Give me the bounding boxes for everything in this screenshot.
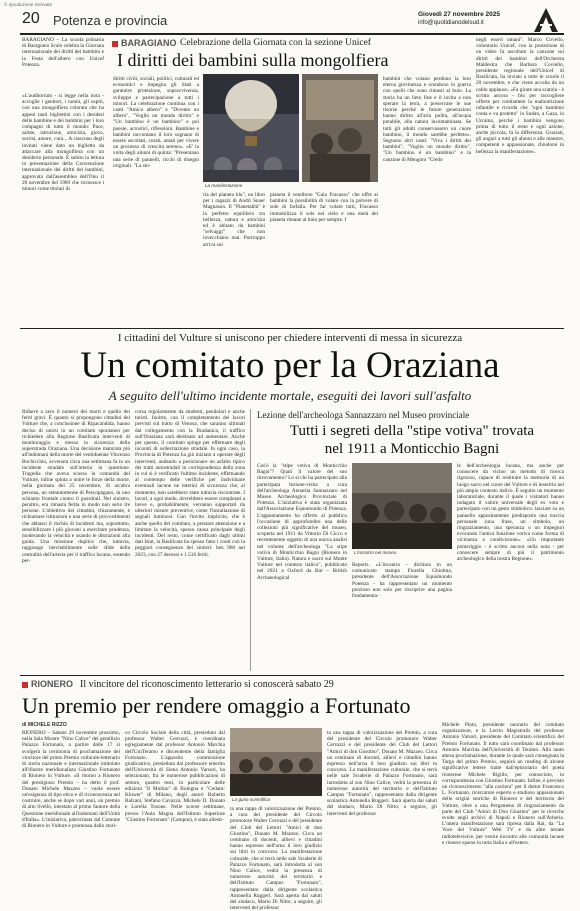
story3-col2: Reports. «L'incontro - dichiara in un comunicato stampa Fiorella Ghiolma, presidente dell'Associazione Equomondo Potenza - ha rappresentato un momento prezioso non solo per riscoprire una pagina fondamenta- <box>352 562 452 600</box>
story3-col3: le dell'archeologia lucana, ma anche per conoscere da vicino un metodo di ricerca rigoroso, capace di restituire la memoria di un luogo sacro nel cuore del Vulture e di inserirlo nel più ampio contesto italico. È seguito un momento laboratoriale, durante il quale i visitatori hanno indagato il valore universale degli ex voto e partecipato con un gesto simbolico: lasciare su un pannello appositamente predisposto una traccia personale (una frase, un simbolo, un ringraziamento, una speranza o un impegno) evocando l'antica funzione votiva come forma di vicinanza e condivisione». «Un importante pomeriggio - è scritto ancora nella nota - per conoscere sempre di più il patrimonio archeologico della nostra Regione». <box>457 463 564 563</box>
story3-headline: Tutti i segreti della "stipe votiva" trovata nel 1911 a Monticchio Bagni <box>289 423 535 457</box>
story1-subhead: Celebrazione della Giornata con la sezione Unicef <box>180 38 371 48</box>
story4-kicker-marker <box>22 682 28 688</box>
header-date: Giovedì 27 novembre 2025 <box>418 11 501 18</box>
story1-kicker-marker <box>112 41 118 47</box>
story1-col2: diritti civili, sociali, politici, culturali ed economici e impegna gli Stati a garantire protezione, sopravvivenza, sviluppo e partecipazione a tutti i minori. La celebrazione continua con i canti "Amico albero" e "Divento un albero", "Voglio un mondo diritto" e "Un bambino è un bambino" e poi poesie, acrostici, riflessioni. Bambine e bambini raccontano il loro sognano di essere ascoltati, curati, amati per vivere un processo di crescita sereno». «E' la volta degli alunni di quinta: "Presentano una serie di pannelli, ricchi di disegni originali. "La sto- <box>113 76 199 169</box>
story3-photo-caption: L'incontro nel museo <box>354 550 397 555</box>
section-title: Potenza e provincia <box>53 13 168 28</box>
story4-col2: co Circolo Sociale della città, presieduto dal professor Walter Cerruzzi, è coordinata egregiamente dal professor Antonio Marchia dell'UniTeramo e discendente della famiglia Fortunato. L'apposita commissione giudicatrice, presieduta dal professore emerito dell'Università di Siena Antonio Varsori, ha selezionato, fra le numerose pubblicazioni di settore, quattro testi, in particolare delle edizioni "Il Mulino" di Bologna e "Cedam-Kluwer" di Milano, degli autori Roberto Balzani, Stefano Cavazza, Michele D. Donato e Lorella Tosone. Nelle scorse settimane, presso l'Aula Magna dell'Istituto Superiore "Giustino Fortunato" (Campus), è stata allesti- <box>125 730 225 823</box>
page-number: 20 <box>22 10 40 27</box>
story2-col1: Ridurre a zero il numero dei morti e quello dei feriti gravi. È quanto si propongono cittadini del Vulture che, a conclusione di Ripacandida, hanno deciso di unirsi in un comitato spontaneo per richiedere alla Regione Basilicata interventi di monitoraggio e messa in sicurezza della superstrada Oraziana. Una decisione maturata più all'indomani della morte del ventiduenne Vincenzo Bochicchio, avvenuta circa una settimana fa in un incidente stradale sull'arteria in questione. Tragedia che aveva scosso la comunità del Vulture, infine spinta a unire le forze della morte, nella giornata del 25 novembre, di un'altra persona, un settantottenne di Pescopagano, in uno schianto frontale contro il guardrail. Nel sinistro, peraltro, era rimasta ferita in modo non serio tre persone. L'obiettivo dei cittadini, chiaramente, è richiamare istituzioni e una serie di provvedimenti che abbassi il rischio di incidenti ma, soprattutto, sensibilizzare i più giovani a esercitare prudenza, moderando la velocità e usando le distrazioni alla guida. Una missione duplice che, tuttavia, raggiunge inevitabilmente sulle sfide della centralità dell'arteria per il traffico lucano, essendo per- <box>22 409 130 564</box>
story1-col4: pianeta il venditore "Gaio Fracasso" che offre ai bambini la possibilità di volare con la polvere di sole di farfalla. Per far volare tutti, Fracasso immobilizza il sole nel cielo e una metà del pianeta rimane al buio per sempre. I <box>270 192 378 223</box>
story4-headline: Un premio per rendere omaggio a Fortunato <box>22 693 411 718</box>
story4-col1: RIONERO – Sabato 29 novembre prossimo, nella Sala Mostre "Nino Calice" del gentilizio Palazzo Fortunato, a partire dalle 17 si svolgerà la cerimonia di proclamazione del vincitore del primo Premio culturale-letterario di storia nazionale e internazionale intitolato all'illustre meridionalista Giustino Fortunato di Rionero in Vulture. «Il ritorno a Rionero del prestigioso Premio – ha detto il prof. Donato Michele Mazzeo – vuole essere un'esigenza di tipo etico e di riconoscenza nel costruire, anche se dopo vari anni, un premio di alto livello, intestato al primo fautore della Questione meridionale all'indomani dell'Unità d'Italia». L'iniziativa, patrocinata dal Comune di Rionero in Vulture e promossa dallo stori- <box>22 730 120 830</box>
story2-subheadline: A seguito dell'ultimo incidente mortale, eseguiti dei lavori sull'asfalto <box>108 388 472 403</box>
story4-photo <box>230 728 322 796</box>
story1-kicker: BARAGIANO <box>121 38 177 48</box>
story1-intro: BARAGIANO – La scuola primaria di Baragiano Scalo celebra la Giornata internazionale dei diritti dei bambini e la Festa dell'albero con Unicef Potenza. <box>22 37 104 68</box>
story4-kicker: RIONERO <box>31 679 74 689</box>
header-rule <box>20 33 564 35</box>
story1-col6: negli esseri umani". Marco Covello, volontario Unicef, con la proiezione di un video fa ascoltare la canzone sui diritti dei bambini dell'Orchestra Maldestra che Barbara Coviello, presidente regionale dell'Unicef di Basilicata, ha inviato a tutte le scuole il 20 novembre, e che viene accolta da un caldo applauso. «Fa girare una scatola - è scritto ancora - blu per raccogliere offerte per combattere la malnutrizione infantile e ricorda che "ogni bambino conta e va protetto" in Sudan, a Gaza, in Ucraina, perché i bambini vengono prima di tutto il resto e ogni azione, anche piccola, fa la differenza. Graziati, gli auguri a tutti gli alunni e alle maestre, competenti e appassionate, chiudono in bellezza la manifestazione». <box>476 37 564 155</box>
story2-col2: corsa regolarmente da studenti, pendolari e anche turisti. Inoltre, con il completamento dei lavori previsti sul tratto di Venosa, che saranno ultimati dal collegamento con la Bradanica, il traffico sull'Oraziana sarà destinato ad aumentare. Anche per questo, il comitato spinge per effettuare degli incontri di sollecitazione stradale. In ogni caso, la Provincia di Potenza ha già iniziato a operare degli interventi, andando a posizionare un asfalto tipico dei tratti autostradali in corrispondenza della zona in cui si è verificato l'ultimo incidente, effettuando al contempo delle verifiche per individuare eventuali lacune ne interini di sicurezza che, al momento, non sarebbero state tuttavia riscontrate. I lavori, a ogni modo, dovrebbero essere completati a breve e, probabilmente, verranno supportati da ulteriori misure preventive, come l'installazione di segnali luminosi. Con l'invito implicito, che è anche quello del comitato, a prestare attenzione e a limitare la velocità, spesso causa principale degli incidenti. Del resto, come certificato dagli ultimi dati Istat, la Basilicata ha spesso fatto i conti con la peggiori conseguenze dei sinistri: ben 968 nel 2023, con 27 decessi e 1.516 feriti. <box>135 409 245 558</box>
story-divider <box>250 409 251 671</box>
story3-overline: Lezione dell'archeologa Sannazzaro nel Museo provinciale <box>257 410 470 420</box>
copyright-line: © riproduzione riservata <box>4 2 52 7</box>
story4-byline: di MICHELE RIZZO <box>22 722 67 728</box>
story2-overline: I cittadini del Vulture si uniscono per chiedere interventi di messa in sicurezza <box>117 332 463 344</box>
story4-col4: Michele Pinto, presidente onorario del comitato organizzatore, e la Lectio Magistralis del professor Antonio Varsori, presidente del Comitato scientifico del Premio Fortunato. Il tutto sarà coordinato dal professor Antonio Marchia dell'Università di Teramo. Alla tanto attesa proclamazione, durante la quale sarà consegnata la Targa del primo Premio, seguirà un reading di alcune significative lettere tratte dall'epistolario del poeta rionerese Michele Rigillo, per conosciuto, in corrispondenza con Giustino Fortunato. Infine, è previsto un riconoscimento "alla carriera" per il dottor Francesco L. Fortunato, ricercatore esperto e studioso appassionato delle origini storiche di Rionero e del territorio del Vulture, oltre a una Pergamena di ringraziamento da parte del Club "Amici di Don Giustino" per le ricerche svolte negli archivi di Napoli e Rionero sull'Arberia. L'intera manifestazione sarà ripresa dalla Rai, da "La Voce del Vulture" Web TV e da altre testate radiotelevisive, per venire incontro alle comunità lucane e rionero sparse in tutta Italia e all'estero. <box>442 722 564 846</box>
story1-col5: bambini che volano perdono la loro eterna giovinezza e scendono in guerra con quelli che sono rimasti al buio. La storia ha un lieto fine e il invita a non sperare la terra, a preservare le sue risorse perché le future generazioni hanno diritto all'aria pulita, all'acqua potabile, alla natura incontaminata. Se tutti gli adulti conservassero un cuore bambino, il mondo sarebbe perfetto». Seguono altri canti: "Viva i diritti dei bambini", "Voglio un mondo diritto", "Un bambino è un bambino" e la canzone di Mengoni "Credo <box>383 76 471 163</box>
story1-photo <box>203 74 299 182</box>
story1-rule <box>20 328 564 329</box>
story1-photo-2 <box>302 74 378 182</box>
story4-photo-caption: La guria scientifica <box>232 797 271 802</box>
story3-col1: Cos'è la "stipe votiva di Monticchio Bagni"? Quali il valore del suo ritrovamento? Lo si chi ha partecipato alla partecipata lezione-visita a cura dell'archeologa Annarita Sannazzaro nel Museo Archeologico Provinciale di Potenza. L'iniziativa è stata organizzata dall'Associazione Equomondo di Potenza. L'appuntamento ha offerto al pubblico l'occasione di approfondire una delle collezioni più significative del museo, scoperta nel 1911 da Vittorio Di Cicco e recentemente oggetto di una nuova analisi nel volume dell'archeologa "La stipe votiva di Monticchio Bagni (Rionero in Vulture, Italia). Natura e sacro sul Monte Vulture nel contesto italico", pubblicato nel 2021 a Oxford da Bar – British Archaeological <box>257 463 347 581</box>
story4-col3-right <box>327 730 437 870</box>
story2-headline: Un comitato per la Oraziana <box>80 345 500 386</box>
story2-rule <box>20 675 564 676</box>
header-website: info@quotidianodelsud.it <box>418 20 484 26</box>
newspaper-logo-icon <box>533 7 559 33</box>
story1-headline: I diritti dei bambini sulla mongolfiera <box>117 50 389 70</box>
story4-col3: ta una tappa di valorizzazione del Premio, a cura del presidente del Circolo promotore Walter Cerruzzi e del presidente del Club del Lettori "Amici di don Giustino", Donato M. Mazzeo. Circa un centinaio di docenti, allievi e cittadini hanno espresso nell'urna il loro giudizio sui libri in concorso. La manifestazione culturale, che si terrà nelle sale Scuderie di Palazzo Fortunato, sarà introdotta al son Nino Calice, vedrà la presenza di numerose autorità del territorio e dell'Istituto Campus "Fortunato", rappresentato dalla dirigente scolastica Antonella Ruggeri. Sarà aperta dai saluti del sindaco, Mario Di Nitto; a seguire, gli interventi del professor <box>230 806 322 911</box>
story3-photo <box>352 463 452 549</box>
story1-photo-caption: La manifestazione <box>205 183 243 188</box>
story4-col3-text: ta una tappa di valorizzazione del Premio, a cura del presidente del Circolo promotore Walter Cerruzzi e del presidente del Club del Lettori "Amici di don Giustino", Donato M. Mazzeo. Circa un centinaio di docenti, allievi e cittadini hanno espresso nell'urna il loro giudizio sui libri in concorso. La manifestazione culturale, che si terrà nelle sale Scuderie di Palazzo Fortunato, sarà introdotta al son Nino Calice, vedrà la presenza di numerose autorità del territorio e dell'Istituto Campus "Fortunato", rappresentato dalla dirigente scolastica Antonella Ruggeri. Sarà aperta dai saluti del sindaco, Mario Di Nitto; a seguire, gli interventi del professor <box>327 730 437 817</box>
story4-subhead: Il vincitore del riconoscimento letterario si conoscerà sabato 29 <box>80 679 334 690</box>
story1-col1: «L'auditorium - si legge nella nota - accoglie i genitori, i nonni, gli ospiti, con una mongolfiera colorata che ha appesi tanti bigliettini con i desideri delle bambine e dei bambini per i loro compagni di tutto il mondo: Pace, salute, istruzione, amicizia, gioco, sorrisi, amore, cura... A ciascuno degli invitati viene dato un biglietto da attaccare alla mongolfiera con un desiderio personale. È subito la lettura in presentazione della Convenzione internazionale dei diritti dei bambini, approvata dall'assemblea dell'Onu il 20 novembre del 1989 che riconosce i minori come titolari di <box>22 93 104 193</box>
story1-col3: ria del pianeta blu", un libro per i ragazzi di Andri Snaer Magnason. Il "Pianetablù" è la perfetto equilibrio tra bellezza, natura e amicizia ed è abitato da bambini "selvaggi" che non invecchiano mai. Purtroppo arriva sul <box>203 192 265 248</box>
